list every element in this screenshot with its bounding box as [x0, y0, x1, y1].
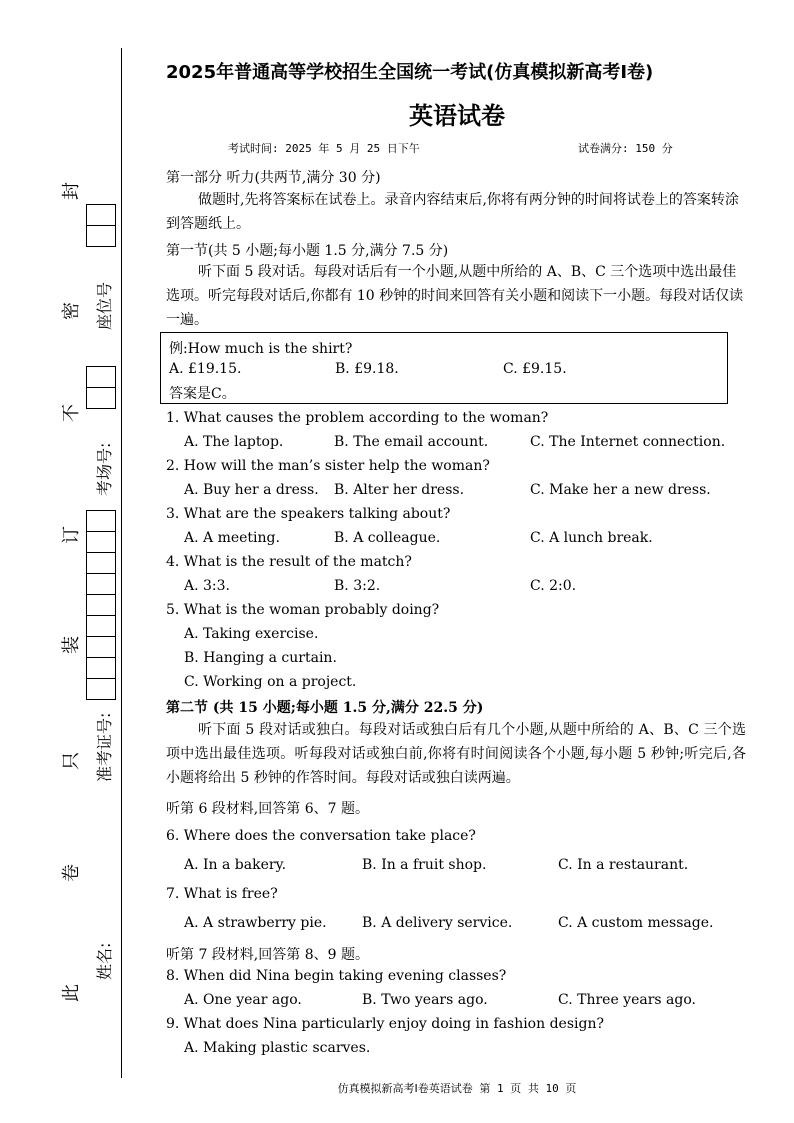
page-footer: 仿真模拟新高考Ⅰ卷英语试卷 第 1 页 共 10 页 [337, 1082, 577, 1095]
example-option: A. £19.15. [169, 361, 242, 377]
question-7: 7. What is free? [166, 886, 278, 902]
q8-option-b: B. Two years ago. [362, 992, 488, 1008]
seal-char: 装 [61, 636, 82, 654]
question-2: 2. How will the man’s sister help the woman? [166, 458, 490, 474]
seat-boxes[interactable] [86, 204, 116, 247]
room-label: 考场号: [95, 442, 114, 496]
q2-option-c: C. Make her a new dress. [530, 482, 711, 498]
seal-char: 封 [61, 182, 82, 200]
full-score: 试卷满分: 150 分 [578, 142, 673, 155]
example-question: 例:How much is the shirt? [169, 341, 353, 357]
question-8: 8. When did Nina begin taking evening classes? [166, 968, 507, 984]
question-3: 3. What are the speakers talking about? [166, 506, 451, 522]
q1-option-b: B. The email account. [334, 434, 489, 450]
section1-heading: 第一节(共 5 小题;每小题 1.5 分,满分 7.5 分) [166, 243, 449, 259]
q3-option-a: A. A meeting. [184, 530, 280, 546]
seat-label: 座位号 [95, 281, 114, 330]
binding-line [121, 48, 122, 1078]
part1-instruction: 做题时,先将答案标在试卷上。录音内容结束后,你将有两分钟的时间将试卷上的答案转涂到答题纸上。 [166, 192, 739, 232]
seal-char: 密 [61, 302, 82, 320]
example-box [160, 332, 728, 404]
q4-option-b: B. 3:2. [334, 578, 381, 594]
q1-option-a: A. The laptop. [184, 434, 284, 450]
q2-option-a: A. Buy her a dress. [184, 482, 319, 498]
section1-instruction: 听下面 5 段对话。每段对话后有一个小题,从题中所给的 A、B、C 三个选项中选出最佳选项。听完每段对话后,你都有 10 秒钟的时间来回答有关小题和阅读下一小题。每段对话仅读一遍。 [166, 264, 744, 328]
seal-char: 此 [61, 984, 82, 1002]
q6-option-b: B. In a fruit shop. [362, 857, 487, 873]
subject-title: 英语试卷 [409, 102, 505, 130]
question-5: 5. What is the woman probably doing? [166, 602, 440, 618]
question-9: 9. What does Nina particularly enjoy doing in fashion design? [166, 1016, 604, 1032]
section2-instruction: 听下面 5 段对话或独白。每段对话或独白后有几个小题,从题中所给的 A、B、C 三个选项中选出最佳选项。听每段对话或独白前,你将有时间阅读各个小题,每小题 5 秒钟;听完后,各小题将给出 5 秒钟的作答时间。每段对话或独白读两遍。 [166, 722, 746, 786]
seal-char: 只 [61, 752, 82, 770]
question-4: 4. What is the result of the match? [166, 554, 412, 570]
example-option: B. £9.18. [335, 361, 399, 377]
q6-option-a: A. In a bakery. [184, 857, 287, 873]
q1-option-c: C. The Internet connection. [530, 434, 726, 450]
seal-char: 订 [61, 526, 82, 544]
q8-option-a: A. One year ago. [184, 992, 302, 1008]
material-7: 听第 7 段材料,回答第 8、9 题。 [166, 947, 369, 963]
exam-title: 2025年普通高等学校招生全国统一考试(仿真模拟新高考Ⅰ卷) [166, 62, 654, 83]
q3-option-b: B. A colleague. [334, 530, 441, 546]
material-6: 听第 6 段材料,回答第 6、7 题。 [166, 801, 369, 817]
q2-option-b: B. Alter her dress. [334, 482, 465, 498]
question-1: 1. What causes the problem according to the woman? [166, 410, 549, 426]
question-6: 6. Where does the conversation take place? [166, 828, 476, 844]
seal-char: 不 [61, 404, 82, 422]
q7-option-b: B. A delivery service. [362, 915, 513, 931]
q7-option-c: C. A custom message. [558, 915, 714, 931]
q5-option-b: B. Hanging a curtain. [184, 650, 337, 666]
q4-option-c: C. 2:0. [530, 578, 577, 594]
example-answer: 答案是C。 [169, 386, 236, 402]
q7-option-a: A. A strawberry pie. [184, 915, 327, 931]
q3-option-c: C. A lunch break. [530, 530, 653, 546]
q6-option-c: C. In a restaurant. [558, 857, 689, 873]
room-boxes[interactable] [86, 366, 116, 409]
section2-heading: 第二节 (共 15 小题;每小题 1.5 分,满分 22.5 分) [166, 700, 484, 716]
name-label: 姓名: [95, 942, 114, 980]
seal-char: 卷 [61, 864, 82, 882]
exam-time: 考试时间: 2025 年 5 月 25 日下午 [228, 142, 420, 155]
ticket-boxes[interactable] [86, 510, 116, 700]
q5-option-c: C. Working on a project. [184, 674, 357, 690]
q5-option-a: A. Taking exercise. [184, 626, 319, 642]
example-option: C. £9.15. [503, 361, 567, 377]
q8-option-c: C. Three years ago. [558, 992, 696, 1008]
ticket-label: 准考证号: [95, 712, 114, 782]
part1-heading: 第一部分 听力(共两节,满分 30 分) [166, 170, 381, 186]
q4-option-a: A. 3:3. [184, 578, 230, 594]
q9-option-a: A. Making plastic scarves. [184, 1040, 371, 1056]
